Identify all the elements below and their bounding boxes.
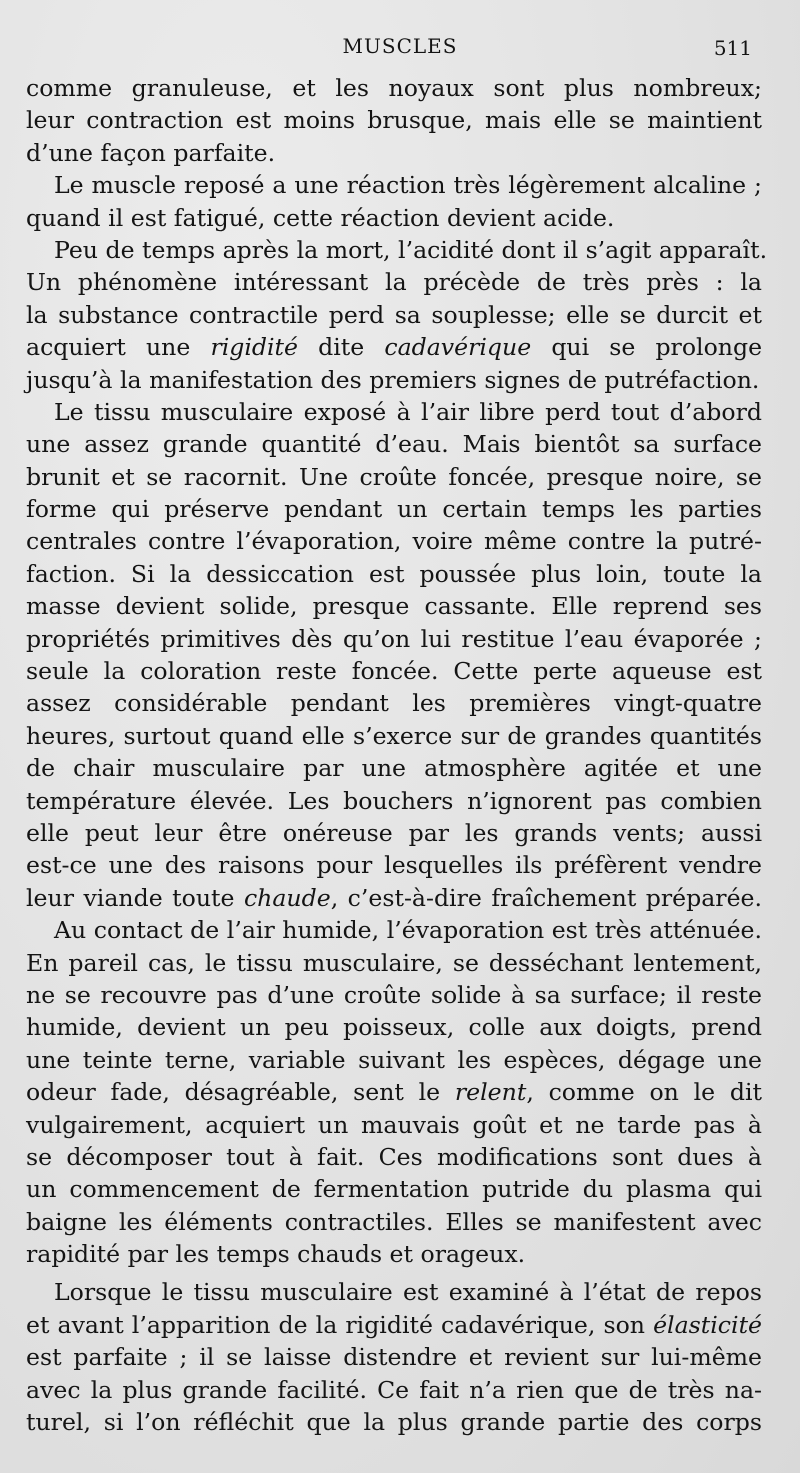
text-line: une assez grande quantité d’eau. Mais bientôt sa surface — [26, 430, 762, 459]
paragraph — [26, 914, 762, 1270]
paragraph — [26, 169, 762, 234]
text-line: d’une façon parfaite. — [26, 138, 276, 167]
text-line: heures, surtout quand elle s’exerce sur de grandes quantités — [26, 721, 762, 750]
text-line: Lorsque le tissu musculaire est examiné à l’état de repos — [54, 1278, 762, 1307]
text-line: quand il est fatigué, cette réaction devient acide. — [26, 203, 615, 232]
text-line: elle peut leur être onéreuse par les grands vents; aussi — [26, 818, 762, 847]
text-run: acquiert une — [26, 333, 191, 362]
text-line: est-ce une des raisons pour lesquelles ils préfèrent vendre — [26, 851, 762, 880]
text-line: Le tissu musculaire exposé à l’air libre perd tout d’abord — [54, 397, 762, 426]
text-line: de chair musculaire par une atmosphère agitée et une — [26, 754, 762, 783]
text-line: humide, devient un peu poisseux, colle aux doigts, prend — [26, 1013, 762, 1042]
text-line: Le muscle reposé a une réaction très légèrement alcaline ; — [54, 171, 762, 200]
text-line: Peu de temps après la mort, l’acidité dont il s’agit apparaît. — [54, 235, 768, 264]
text-line — [26, 1076, 762, 1108]
text-run: , comme on le dit — [526, 1078, 762, 1107]
text-line: forme qui préserve pendant un certain temps les parties — [26, 495, 762, 524]
text-line: est parfaite ; il se laisse distendre et revient sur lui-même — [26, 1343, 762, 1372]
text-line: faction. Si la dessiccation est poussée plus loin, toute la — [26, 559, 762, 588]
text-line: un commencement de fermentation putride du plasma qui — [26, 1175, 762, 1204]
paragraph — [26, 72, 762, 169]
paragraph — [26, 396, 762, 914]
body-text — [26, 72, 768, 1438]
text-run: , c’est-à-dire fraîchement préparée. — [330, 883, 763, 912]
page-header — [0, 34, 800, 64]
text-line: En pareil cas, le tissu musculaire, se desséchant lentement, — [26, 948, 762, 977]
text-line: vulgairement, acquiert un mauvais goût et ne tarde pas à — [26, 1110, 762, 1139]
text-line — [26, 882, 762, 914]
text-run: et avant l’apparition de la rigidité cadavérique, son — [26, 1310, 645, 1339]
paragraph — [26, 1276, 762, 1438]
text-line: température élevée. Les bouchers n’ignorent pas combien — [26, 786, 762, 815]
text-line: la substance contractile perd sa souplesse; elle se durcit et — [26, 300, 762, 329]
text-run: qui se prolonge — [551, 333, 763, 362]
text-line: turel, si l’on réfléchit que la plus grande partie des corps — [26, 1408, 762, 1437]
text-line: masse devient solide, presque cassante. Elle reprend ses — [26, 592, 762, 621]
text-line: jusqu’à la manifestation des premiers signes de putréfaction. — [26, 365, 760, 394]
text-line: propriétés primitives dès qu’on lui restitue l’eau évaporée ; — [26, 624, 762, 653]
italic-term: relent — [454, 1078, 527, 1107]
text-run: leur viande toute — [26, 883, 235, 912]
italic-term: chaude — [243, 883, 331, 912]
italic-term: cadavérique — [384, 333, 532, 362]
text-line: baigne les éléments contractiles. Elles se manifestent avec — [26, 1207, 762, 1236]
text-line: brunit et se racornit. Une croûte foncée, presque noire, se — [26, 462, 762, 491]
text-line: Un phénomène intéressant la précède de très près : la — [26, 268, 762, 297]
text-line: avec la plus grande facilité. Ce fait n’a rien que de très na- — [26, 1375, 762, 1404]
text-line: rapidité par les temps chauds et orageux. — [26, 1240, 526, 1269]
text-line: une teinte terne, variable suivant les espèces, dégage une — [26, 1045, 762, 1074]
text-line — [26, 1309, 762, 1341]
text-line: centrales contre l’évaporation, voire même contre la putré- — [26, 527, 762, 556]
text-line: leur contraction est moins brusque, mais elle se maintient — [26, 106, 762, 135]
italic-term: rigidité — [210, 333, 299, 362]
text-line: ne se recouvre pas d’une croûte solide à sa surface; il reste — [26, 980, 762, 1009]
italic-term: élasticité — [653, 1310, 763, 1339]
text-run: dite — [318, 333, 365, 362]
page-number: 511 — [713, 36, 752, 60]
text-line: assez considérable pendant les premières vingt-quatre — [26, 689, 762, 718]
text-line — [26, 331, 762, 363]
text-line: comme granuleuse, et les noyaux sont plus nombreux; — [26, 74, 762, 102]
text-line: Au contact de l’air humide, l’évaporation est très atténuée. — [54, 916, 762, 945]
running-title: MUSCLES — [342, 34, 458, 58]
text-line: seule la coloration reste foncée. Cette perte aqueuse est — [26, 657, 762, 686]
text-run: odeur fade, désagréable, sent le — [26, 1078, 441, 1107]
paragraph — [26, 234, 768, 396]
text-line: se décomposer tout à fait. Ces modifications sont dues à — [26, 1142, 762, 1171]
